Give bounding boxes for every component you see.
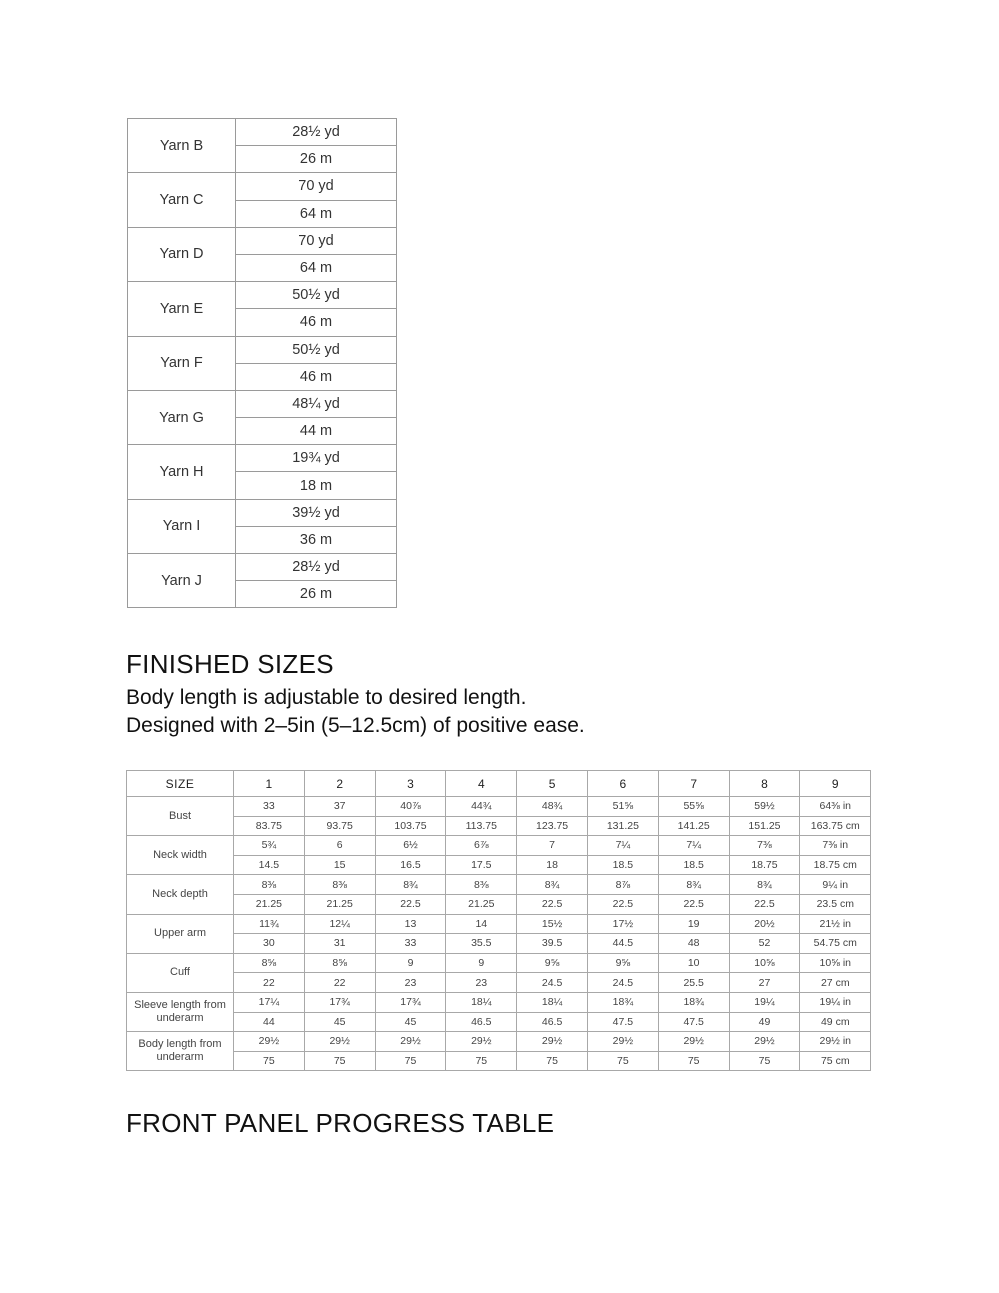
metric-value: 46.5 — [517, 1012, 588, 1032]
measurement-row-metric — [127, 1012, 871, 1032]
imperial-value: 5¾ — [234, 836, 305, 856]
yarn-row — [128, 445, 397, 472]
imperial-value: 9 — [375, 953, 446, 973]
imperial-value: 17½ — [587, 914, 658, 934]
imperial-value: 33 — [234, 797, 305, 817]
metric-value: 23.5 cm — [800, 894, 871, 914]
imperial-value: 21½ in — [800, 914, 871, 934]
measurement-row-imperial — [127, 914, 871, 934]
metric-value: 33 — [375, 934, 446, 954]
metric-value: 16.5 — [375, 855, 446, 875]
imperial-value: 18¾ — [587, 992, 658, 1012]
metric-value: 17.5 — [446, 855, 517, 875]
imperial-value: 8⅝ — [304, 953, 375, 973]
imperial-value: 9 — [446, 953, 517, 973]
metric-value: 47.5 — [658, 1012, 729, 1032]
finished-sizes-title: FINISHED SIZES — [126, 649, 334, 679]
measurement-label: Bust — [127, 797, 234, 836]
imperial-value: 29½ — [729, 1032, 800, 1052]
metric-value: 83.75 — [234, 816, 305, 836]
imperial-value: 55⅝ — [658, 797, 729, 817]
metric-value: 18.75 cm — [800, 855, 871, 875]
imperial-value: 64⅜ in — [800, 797, 871, 817]
yarn-row — [128, 282, 397, 309]
metric-value: 103.75 — [375, 816, 446, 836]
yarn-yards: 48¼ yd — [236, 390, 397, 417]
metric-value: 31 — [304, 934, 375, 954]
imperial-value: 19¼ in — [800, 992, 871, 1012]
imperial-value: 44¾ — [446, 797, 517, 817]
imperial-value: 7¼ — [587, 836, 658, 856]
imperial-value: 12¼ — [304, 914, 375, 934]
metric-value: 75 — [446, 1051, 517, 1071]
yarn-row — [128, 119, 397, 146]
size-column-header: 9 — [800, 771, 871, 797]
metric-value: 15 — [304, 855, 375, 875]
imperial-value: 8¾ — [517, 875, 588, 895]
metric-value: 75 — [587, 1051, 658, 1071]
yarn-name: Yarn H — [128, 445, 236, 499]
yarn-meters: 36 m — [236, 526, 397, 553]
imperial-value: 15½ — [517, 914, 588, 934]
imperial-value: 8¾ — [658, 875, 729, 895]
yarn-row — [128, 554, 397, 581]
metric-value: 49 — [729, 1012, 800, 1032]
yarn-amounts-table — [127, 118, 397, 608]
imperial-value: 8⅜ — [304, 875, 375, 895]
measurement-row-metric — [127, 855, 871, 875]
metric-value: 75 cm — [800, 1051, 871, 1071]
yarn-meters: 46 m — [236, 363, 397, 390]
yarn-row — [128, 499, 397, 526]
yarn-name: Yarn D — [128, 227, 236, 281]
yarn-row — [128, 390, 397, 417]
imperial-value: 7¼ — [658, 836, 729, 856]
imperial-value: 6⅞ — [446, 836, 517, 856]
imperial-value: 17¾ — [375, 992, 446, 1012]
metric-value: 21.25 — [234, 894, 305, 914]
imperial-value: 8¾ — [375, 875, 446, 895]
imperial-value: 10⅝ — [729, 953, 800, 973]
imperial-value: 8⅜ — [446, 875, 517, 895]
measurement-label: Cuff — [127, 953, 234, 992]
finished-sizes-note-1: Body length is adjustable to desired length. — [126, 686, 527, 709]
imperial-value: 7⅜ in — [800, 836, 871, 856]
imperial-value: 29½ — [375, 1032, 446, 1052]
yarn-yards: 39½ yd — [236, 499, 397, 526]
metric-value: 22.5 — [587, 894, 658, 914]
imperial-value: 37 — [304, 797, 375, 817]
metric-value: 75 — [234, 1051, 305, 1071]
imperial-value: 9⅝ — [517, 953, 588, 973]
measurement-label: Sleeve length from underarm — [127, 992, 234, 1031]
metric-value: 52 — [729, 934, 800, 954]
metric-value: 44 — [234, 1012, 305, 1032]
yarn-name: Yarn B — [128, 119, 236, 173]
imperial-value: 10⅝ in — [800, 953, 871, 973]
metric-value: 113.75 — [446, 816, 517, 836]
imperial-value: 29½ — [658, 1032, 729, 1052]
metric-value: 27 — [729, 973, 800, 993]
metric-value: 22.5 — [658, 894, 729, 914]
metric-value: 21.25 — [446, 894, 517, 914]
yarn-yards: 28½ yd — [236, 119, 397, 146]
imperial-value: 14 — [446, 914, 517, 934]
metric-value: 49 cm — [800, 1012, 871, 1032]
yarn-meters: 44 m — [236, 418, 397, 445]
size-header-label: SIZE — [127, 771, 234, 797]
yarn-yards: 70 yd — [236, 227, 397, 254]
yarn-meters: 26 m — [236, 581, 397, 608]
yarn-name: Yarn F — [128, 336, 236, 390]
imperial-value: 17¾ — [304, 992, 375, 1012]
metric-value: 22 — [304, 973, 375, 993]
metric-value: 21.25 — [304, 894, 375, 914]
yarn-yards: 28½ yd — [236, 554, 397, 581]
imperial-value: 9⅝ — [587, 953, 658, 973]
imperial-value: 13 — [375, 914, 446, 934]
metric-value: 23 — [446, 973, 517, 993]
measurement-row-metric — [127, 816, 871, 836]
imperial-value: 17¼ — [234, 992, 305, 1012]
metric-value: 18.5 — [587, 855, 658, 875]
measurement-label: Neck width — [127, 836, 234, 875]
imperial-value: 29½ — [587, 1032, 658, 1052]
yarn-meters: 26 m — [236, 146, 397, 173]
imperial-value: 8⅞ — [587, 875, 658, 895]
imperial-value: 7⅜ — [729, 836, 800, 856]
imperial-value: 40⅞ — [375, 797, 446, 817]
metric-value: 18.5 — [658, 855, 729, 875]
metric-value: 45 — [304, 1012, 375, 1032]
size-column-header: 4 — [446, 771, 517, 797]
yarn-meters: 18 m — [236, 472, 397, 499]
size-column-header: 5 — [517, 771, 588, 797]
yarn-name: Yarn G — [128, 390, 236, 444]
metric-value: 93.75 — [304, 816, 375, 836]
metric-value: 75 — [375, 1051, 446, 1071]
yarn-yards: 50½ yd — [236, 336, 397, 363]
measurement-row-imperial — [127, 992, 871, 1012]
size-column-header: 3 — [375, 771, 446, 797]
metric-value: 151.25 — [729, 816, 800, 836]
metric-value: 45 — [375, 1012, 446, 1032]
metric-value: 35.5 — [446, 934, 517, 954]
yarn-meters: 46 m — [236, 309, 397, 336]
metric-value: 14.5 — [234, 855, 305, 875]
measurement-row-metric — [127, 934, 871, 954]
metric-value: 47.5 — [587, 1012, 658, 1032]
metric-value: 46.5 — [446, 1012, 517, 1032]
metric-value: 30 — [234, 934, 305, 954]
size-column-header: 6 — [587, 771, 658, 797]
imperial-value: 11¾ — [234, 914, 305, 934]
imperial-value: 19 — [658, 914, 729, 934]
measurement-row-imperial — [127, 836, 871, 856]
imperial-value: 29½ — [234, 1032, 305, 1052]
size-column-header: 2 — [304, 771, 375, 797]
imperial-value: 48¾ — [517, 797, 588, 817]
imperial-value: 10 — [658, 953, 729, 973]
yarn-meters: 64 m — [236, 254, 397, 281]
metric-value: 22.5 — [517, 894, 588, 914]
yarn-row — [128, 173, 397, 200]
yarn-meters: 64 m — [236, 200, 397, 227]
imperial-value: 29½ — [304, 1032, 375, 1052]
metric-value: 44.5 — [587, 934, 658, 954]
metric-value: 22.5 — [729, 894, 800, 914]
yarn-name: Yarn I — [128, 499, 236, 553]
metric-value: 25.5 — [658, 973, 729, 993]
imperial-value: 9¼ in — [800, 875, 871, 895]
imperial-value: 8⅝ — [234, 953, 305, 973]
metric-value: 24.5 — [517, 973, 588, 993]
imperial-value: 18¾ — [658, 992, 729, 1012]
metric-value: 39.5 — [517, 934, 588, 954]
metric-value: 22 — [234, 973, 305, 993]
front-panel-progress-title: FRONT PANEL PROGRESS TABLE — [126, 1108, 555, 1138]
imperial-value: 8¾ — [729, 875, 800, 895]
metric-value: 75 — [517, 1051, 588, 1071]
measurement-label: Body length from underarm — [127, 1032, 234, 1071]
metric-value: 22.5 — [375, 894, 446, 914]
size-column-header: 7 — [658, 771, 729, 797]
metric-value: 24.5 — [587, 973, 658, 993]
measurement-row-imperial — [127, 1032, 871, 1052]
yarn-yards: 70 yd — [236, 173, 397, 200]
measurement-row-metric — [127, 973, 871, 993]
yarn-yards: 50½ yd — [236, 282, 397, 309]
imperial-value: 7 — [517, 836, 588, 856]
metric-value: 75 — [304, 1051, 375, 1071]
metric-value: 123.75 — [517, 816, 588, 836]
imperial-value: 18¼ — [446, 992, 517, 1012]
yarn-name: Yarn J — [128, 554, 236, 608]
yarn-yards: 19¾ yd — [236, 445, 397, 472]
imperial-value: 6½ — [375, 836, 446, 856]
measurement-label: Neck depth — [127, 875, 234, 914]
imperial-value: 29½ — [517, 1032, 588, 1052]
yarn-row — [128, 227, 397, 254]
metric-value: 141.25 — [658, 816, 729, 836]
measurement-row-imperial — [127, 797, 871, 817]
metric-value: 27 cm — [800, 973, 871, 993]
metric-value: 18.75 — [729, 855, 800, 875]
imperial-value: 29½ in — [800, 1032, 871, 1052]
metric-value: 48 — [658, 934, 729, 954]
metric-value: 75 — [729, 1051, 800, 1071]
yarn-row — [128, 336, 397, 363]
imperial-value: 8⅜ — [234, 875, 305, 895]
metric-value: 18 — [517, 855, 588, 875]
imperial-value: 51⅝ — [587, 797, 658, 817]
sizes-header-row — [127, 771, 871, 797]
finished-sizes-note-2: Designed with 2–5in (5–12.5cm) of positive ease. — [126, 714, 585, 737]
size-column-header: 1 — [234, 771, 305, 797]
metric-value: 75 — [658, 1051, 729, 1071]
imperial-value: 18¼ — [517, 992, 588, 1012]
measurement-label: Upper arm — [127, 914, 234, 953]
finished-sizes-table — [126, 770, 871, 1071]
yarn-name: Yarn E — [128, 282, 236, 336]
yarn-name: Yarn C — [128, 173, 236, 227]
measurement-row-metric — [127, 1051, 871, 1071]
imperial-value: 19¼ — [729, 992, 800, 1012]
imperial-value: 29½ — [446, 1032, 517, 1052]
size-column-header: 8 — [729, 771, 800, 797]
metric-value: 131.25 — [587, 816, 658, 836]
imperial-value: 59½ — [729, 797, 800, 817]
measurement-row-metric — [127, 894, 871, 914]
imperial-value: 20½ — [729, 914, 800, 934]
metric-value: 163.75 cm — [800, 816, 871, 836]
metric-value: 54.75 cm — [800, 934, 871, 954]
measurement-row-imperial — [127, 875, 871, 895]
metric-value: 23 — [375, 973, 446, 993]
imperial-value: 6 — [304, 836, 375, 856]
measurement-row-imperial — [127, 953, 871, 973]
